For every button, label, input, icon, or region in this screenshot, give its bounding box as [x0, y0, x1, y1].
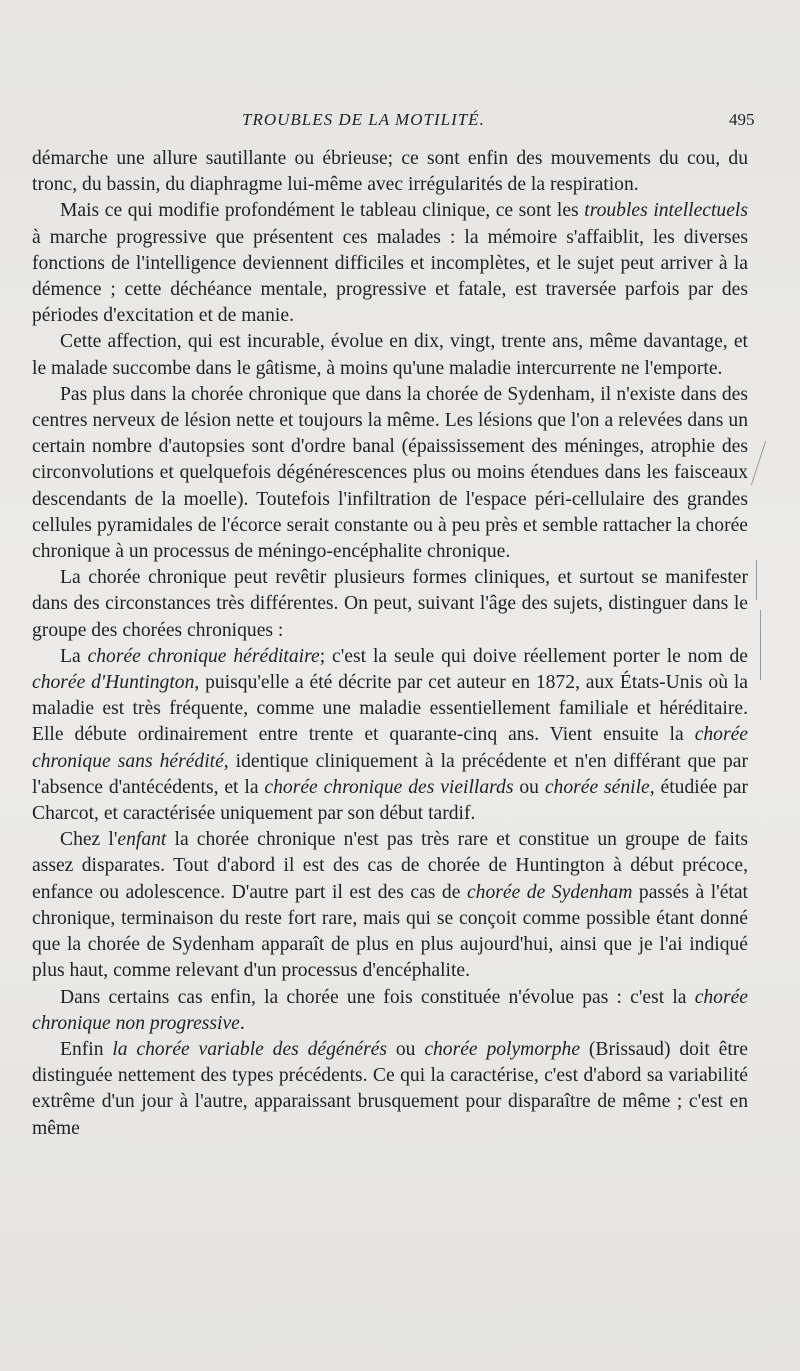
italic-term: chorée chronique héréditaire — [87, 645, 320, 667]
paragraph-p7 — [32, 827, 748, 984]
text-run: ; c'est la seule qui doive réellement porter le nom de — [319, 645, 748, 667]
text-run: à marche progressive que présentent ces malades : la mémoire s'affaiblit, les diverses fonctions de l'intelligence deviennent difficiles et incomplètes, et le sujet peut arriver à la démence ; cette déchéance mentale, progressive et fatale, est traversée parfois par des périodes d'excitation et de manie. — [32, 226, 748, 327]
running-title: TROUBLES DE LA MOTILITÉ. — [242, 110, 485, 129]
text-run: , étudiée par Charcot, et caractérisée uniquement par son début tardif. — [32, 776, 748, 825]
paragraph-p8 — [32, 985, 748, 1037]
italic-term: chorée chronique sans hérédité — [32, 724, 748, 772]
text-run: La — [60, 645, 88, 667]
italic-term: chorée chronique des vieillards — [264, 776, 514, 798]
text-run: la chorée chronique n'est pas très rare et constitue un groupe de faits assez disparates. Tout d'abord il est des cas de chorée de Huntington à début précoce, enfance ou adolescence. D'autre part il est des cas de — [32, 829, 748, 903]
italic-term: chorée d'Huntington — [32, 672, 195, 694]
text-run: . — [239, 1012, 245, 1034]
text-run: passés à l'état chronique, terminaison du reste fort rare, mais qui se conçoit comme possible étant donné que la chorée de Sydenham apparaît de plus en plus aujourd'hui, ainsi que je l'ai indiqué plus haut, comme relevant d'un processus d'encéphalite. — [32, 881, 748, 982]
paragraph-p1 — [32, 146, 748, 198]
text-run: Pas plus dans la chorée chronique que dans la chorée de Sydenham, il n'existe dans des centres nerveux de lésion nette et toujours la même. Les lésions que l'on a relevées dans un certain nombre d'autopsies sont d'ordre banal (épaississement des méninges, atrophie des circonvolutions et quelquefois dégénérescences plus ou moins étendues dans les faisceaux descendants de la moelle). Toutefois l'infiltration de l'espace péri-cellulaire des grandes cellules pyramidales de l'écorce serait constante ou à peu près et semble rattacher la chorée chronique à un processus de méningo-encéphalite chronique. — [32, 383, 748, 563]
italic-term: chorée chronique non progressive — [32, 986, 748, 1034]
italic-term: chorée sénile — [544, 776, 650, 798]
italic-term: chorée polymorphe — [424, 1038, 581, 1060]
text-run: démarche une allure sautillante ou ébrieuse; ce sont enfin des mouvements du cou, du tronc, du bassin, du diaphragme lui-même avec irrégularités de la respiration. — [32, 148, 748, 196]
text-run: La chorée chronique peut revêtir plusieurs formes cliniques, et surtout se manifester dans des circonstances très différentes. On peut, suivant l'âge des sujets, distinguer dans le groupe des chorées chroniques : — [32, 567, 748, 641]
italic-term: la chorée variable des dégénérés — [112, 1038, 388, 1060]
text-run: ou — [387, 1038, 425, 1060]
text-run: , puisqu'elle a été décrite par cet auteur en 1872, aux États-Unis où la maladie est très fréquente, comme une maladie essentiellement familiale et héréditaire. Elle débute ordinairement entre trente et quarante-cinq ans. Vient ensuite la — [32, 672, 748, 746]
body-text — [32, 146, 748, 1142]
text-run: Cette affection, qui est incurable, évolue en dix, vingt, trente ans, même davantage, et le malade succombe dans le gâtisme, à moins qu'une maladie intercurrente ne l'emporte. — [32, 331, 748, 379]
page-header — [0, 110, 800, 140]
paragraph-p5 — [32, 565, 748, 644]
text-run: Dans certains cas enfin, la chorée une fois constituée n'évolue pas : c'est la — [60, 986, 695, 1008]
paragraph-p4 — [32, 382, 748, 565]
italic-term: troubles intellectuels — [584, 200, 748, 222]
text-run: Enfin — [60, 1038, 113, 1060]
paragraph-p9 — [32, 1037, 748, 1142]
italic-term: enfant — [117, 829, 167, 851]
page-number: 495 — [729, 110, 755, 129]
margin-marks — [752, 440, 792, 700]
text-run: (Brissaud) doit être distinguée nettement des types précédents. Ce qui la caractérise, c'est d'abord sa variabilité extrême d'un jour à l'autre, apparaissant brusquement pour disparaître de même ; c'est en même — [32, 1038, 748, 1139]
paragraph-p2 — [32, 198, 748, 329]
paragraph-p3 — [32, 329, 748, 381]
italic-term: chorée de Sydenham — [466, 881, 633, 903]
paragraph-p6 — [32, 644, 748, 827]
text-run: , identique cliniquement à la précédente et n'en différant que par l'absence d'antécédents, et la — [32, 750, 748, 798]
text-run: Mais ce qui modifie profondément le tableau clinique, ce sont les — [60, 200, 585, 222]
text-run: ou — [513, 776, 545, 798]
text-run: Chez l' — [60, 829, 118, 851]
